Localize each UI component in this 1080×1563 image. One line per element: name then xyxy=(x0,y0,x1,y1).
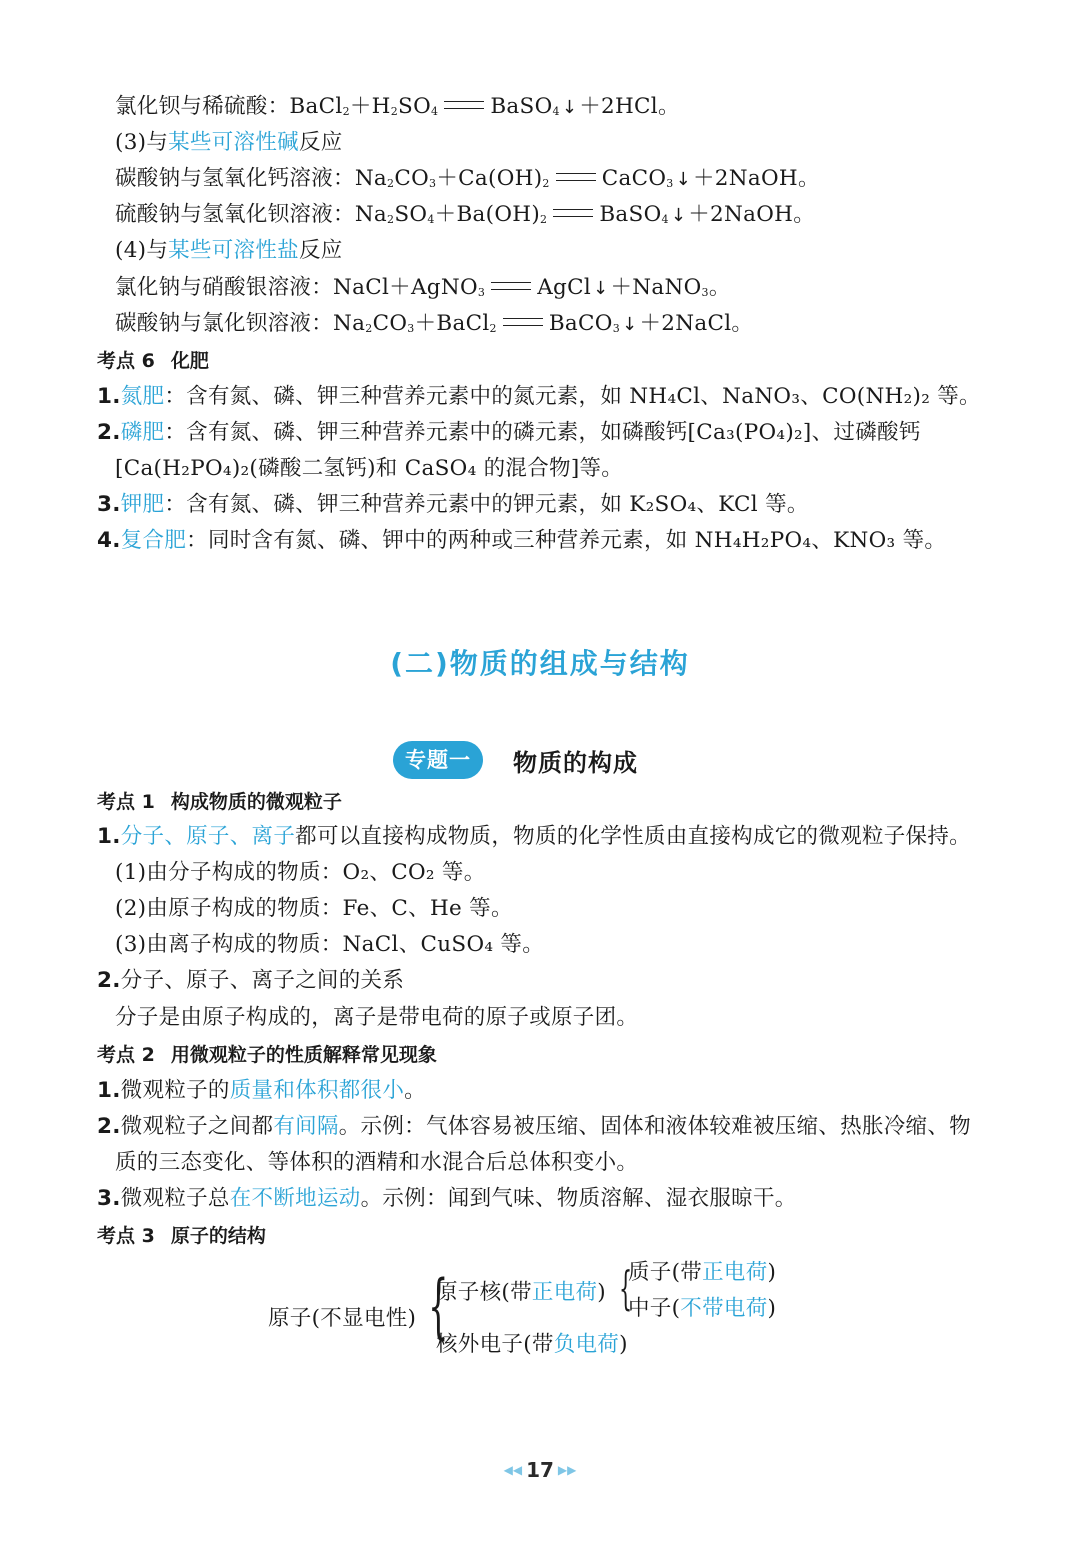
electron-text: ) xyxy=(619,1332,628,1357)
equation-na2co3-bacl2: 碳酸钠与氯化钡溶液：$Na_2CO_3+BaCl_2$ BaCO$_3$ ↓＋2NaCl。 xyxy=(115,311,754,336)
reaction-name: 碳酸钠与氢氧化钙溶液： xyxy=(115,166,355,191)
highlight-text: 正电荷 xyxy=(702,1260,768,1285)
reaction-name: 硫酸钠与氢氧化钡溶液： xyxy=(115,202,355,227)
kd2-item-2-cont xyxy=(115,1148,638,1178)
subheading-prefix: (4)与 xyxy=(115,238,169,263)
electron-text: 核外电子(带 xyxy=(436,1332,554,1357)
item-text: 。 xyxy=(404,1078,426,1103)
left-brace-large: { xyxy=(428,1265,449,1347)
proton-text: 质子(带 xyxy=(628,1260,703,1285)
item-text: (3)由离子构成的物质：NaCl、CuSO₄ 等。 xyxy=(115,932,545,957)
item-text: 。示例：闻到气味、物质溶解、湿衣服晾干。 xyxy=(360,1186,797,1211)
reaction-name: 氯化钡与稀硫酸： xyxy=(115,94,290,119)
item-text: [Ca(H₂PO₄)₂(磷酸二氢钙)和 CaSO₄ 的混合物]等。 xyxy=(115,456,624,481)
double-right-arrow-icon: ▶▶ xyxy=(557,1463,577,1477)
kaodian-6-heading xyxy=(97,347,209,375)
atom-text: 原子(不显电性) xyxy=(268,1306,417,1331)
highlight-text: 钾肥 xyxy=(120,492,165,517)
kaodian-title: 构成物质的微观粒子 xyxy=(170,791,342,813)
kd6-item-4 xyxy=(97,526,946,556)
nucleus-text: 原子核(带 xyxy=(436,1280,532,1305)
item-text: (2)由原子构成的物质：Fe、C、He 等。 xyxy=(115,896,513,921)
kd2-item-1 xyxy=(97,1076,426,1106)
item-number: 2. xyxy=(97,968,121,993)
kaodian-2-heading xyxy=(97,1041,437,1069)
item-text: 微观粒子的 xyxy=(120,1078,230,1103)
kd6-item-1 xyxy=(97,382,981,412)
neutron-text: 中子( xyxy=(628,1296,681,1321)
electron-label xyxy=(436,1330,628,1360)
kd1-sub-3 xyxy=(115,930,544,960)
kaodian-title: 用微观粒子的性质解释常见现象 xyxy=(170,1044,437,1066)
kd1-sub-1 xyxy=(115,858,486,888)
kd6-item-2-cont xyxy=(115,454,623,484)
highlight-text: 复合肥 xyxy=(120,528,187,553)
kaodian-label: 考点 1 xyxy=(97,791,155,813)
highlight-text: 某些可溶性碱 xyxy=(168,130,299,155)
topic-badge: 专题一 xyxy=(393,741,483,779)
item-number: 3. xyxy=(97,1186,121,1211)
neutron-text: ) xyxy=(767,1296,777,1321)
nucleus-label xyxy=(436,1278,606,1308)
equation-na2so4-baoh2: 硫酸钠与氢氧化钡溶液：$Na_2SO_4+Ba(OH)_2$ BaSO$_4$ ↓＋2NaOH。 xyxy=(115,202,816,227)
subheading-3 xyxy=(115,128,343,158)
item-number: 2. xyxy=(97,420,121,445)
kd1-item-2 xyxy=(97,966,404,996)
kaodian-title: 原子的结构 xyxy=(170,1225,266,1247)
equation-na2co3-caoh2: 碳酸钠与氢氧化钙溶液：$Na_2CO_3+Ca(OH)_2$ CaCO$_3$ ↓＋2NaOH。 xyxy=(115,166,820,191)
highlight-text: 某些可溶性盐 xyxy=(168,238,299,263)
highlight-text: 不带电荷 xyxy=(680,1296,768,1321)
subheading-suffix: 反应 xyxy=(298,238,343,263)
item-text: ：含有氮、磷、钾三种营养元素中的磷元素，如磷酸钙[Ca₃(PO₄)₂]、过磷酸钙 xyxy=(164,420,921,445)
highlight-text: 有间隔 xyxy=(273,1114,339,1139)
reaction-name: 碳酸钠与氯化钡溶液： xyxy=(115,311,334,336)
item-number: 4. xyxy=(97,528,121,553)
kd2-item-3 xyxy=(97,1184,797,1214)
double-left-arrow-icon: ◀◀ xyxy=(503,1463,523,1477)
page-footer xyxy=(0,1458,1080,1482)
item-text: 分子是由原子构成的，离子是带电荷的原子或原子团。 xyxy=(115,1005,639,1030)
item-number: 1. xyxy=(97,824,121,849)
kd1-item-2-cont xyxy=(115,1003,638,1033)
item-number: 1. xyxy=(97,384,121,409)
item-text: (1)由分子构成的物质：O₂、CO₂ 等。 xyxy=(115,860,486,885)
highlight-text: 在不断地运动 xyxy=(229,1186,361,1211)
nucleus-text: ) xyxy=(597,1280,606,1305)
subheading-prefix: (3)与 xyxy=(115,130,169,155)
equation-nacl-agno3: 氯化钠与硝酸银溶液：NaCl＋AgNO$_3$ AgCl ↓＋NaNO$_3$。 xyxy=(115,275,731,300)
item-text: 都可以直接构成物质，物质的化学性质由直接构成它的微观粒子保持。 xyxy=(295,824,971,849)
proton-label xyxy=(628,1258,776,1288)
proton-text: ) xyxy=(767,1260,777,1285)
item-number: 2. xyxy=(97,1114,121,1139)
item-text: ：含有氮、磷、钾三种营养元素中的钾元素，如 K₂SO₄、KCl 等。 xyxy=(164,492,809,517)
atom-label xyxy=(268,1304,416,1334)
kaodian-label: 考点 2 xyxy=(97,1044,155,1066)
section-title: (二)物质的组成与结构 xyxy=(390,647,690,680)
kd1-sub-2 xyxy=(115,894,513,924)
topic-name: 物质的构成 xyxy=(513,748,638,777)
highlight-text: 负电荷 xyxy=(553,1332,620,1357)
equation-bacl2-h2so4: 氯化钡与稀硫酸：$BaCl_2+H_2SO_4$ BaSO$_4$ ↓＋2HCl。 xyxy=(115,94,680,119)
kd6-item-2 xyxy=(97,418,921,448)
kaodian-label: 考点 6 xyxy=(97,350,155,372)
kaodian-3-heading xyxy=(97,1222,266,1250)
subheading-4 xyxy=(115,236,343,266)
highlight-text: 质量和体积都很小 xyxy=(229,1078,405,1103)
left-brace-small: { xyxy=(619,1261,633,1315)
neutron-label xyxy=(628,1294,776,1324)
item-text: ：同时含有氮、磷、钾中的两种或三种营养元素，如 NH₄H₂PO₄、KNO₃ 等。 xyxy=(186,528,947,553)
page-number: 17 xyxy=(526,1458,554,1482)
kd6-item-3 xyxy=(97,490,809,520)
kd1-item-1 xyxy=(97,822,971,852)
topic-heading xyxy=(393,740,638,780)
item-text: 微观粒子总 xyxy=(120,1186,230,1211)
highlight-text: 磷肥 xyxy=(120,420,165,445)
item-text: 质的三态变化、等体积的酒精和水混合后总体积变小。 xyxy=(115,1150,639,1175)
item-number: 1. xyxy=(97,1078,121,1103)
item-text: 分子、原子、离子之间的关系 xyxy=(120,968,405,993)
subheading-suffix: 反应 xyxy=(298,130,343,155)
kaodian-title: 化肥 xyxy=(170,350,209,372)
highlight-text: 正电荷 xyxy=(531,1280,598,1305)
item-text: 微观粒子之间都 xyxy=(120,1114,274,1139)
item-text: ：含有氮、磷、钾三种营养元素中的氮元素，如 NH₄Cl、NaNO₃、CO(NH₂)₂ 等。 xyxy=(164,384,981,409)
kd2-item-2 xyxy=(97,1112,971,1142)
highlight-text: 氮肥 xyxy=(120,384,165,409)
reaction-name: 氯化钠与硝酸银溶液： xyxy=(115,275,334,300)
item-number: 3. xyxy=(97,492,121,517)
kaodian-label: 考点 3 xyxy=(97,1225,155,1247)
highlight-text: 分子、原子、离子 xyxy=(120,824,296,849)
item-text: 。示例：气体容易被压缩、固体和液体较难被压缩、热胀冷缩、物 xyxy=(338,1114,971,1139)
kaodian-1-heading xyxy=(97,788,342,816)
